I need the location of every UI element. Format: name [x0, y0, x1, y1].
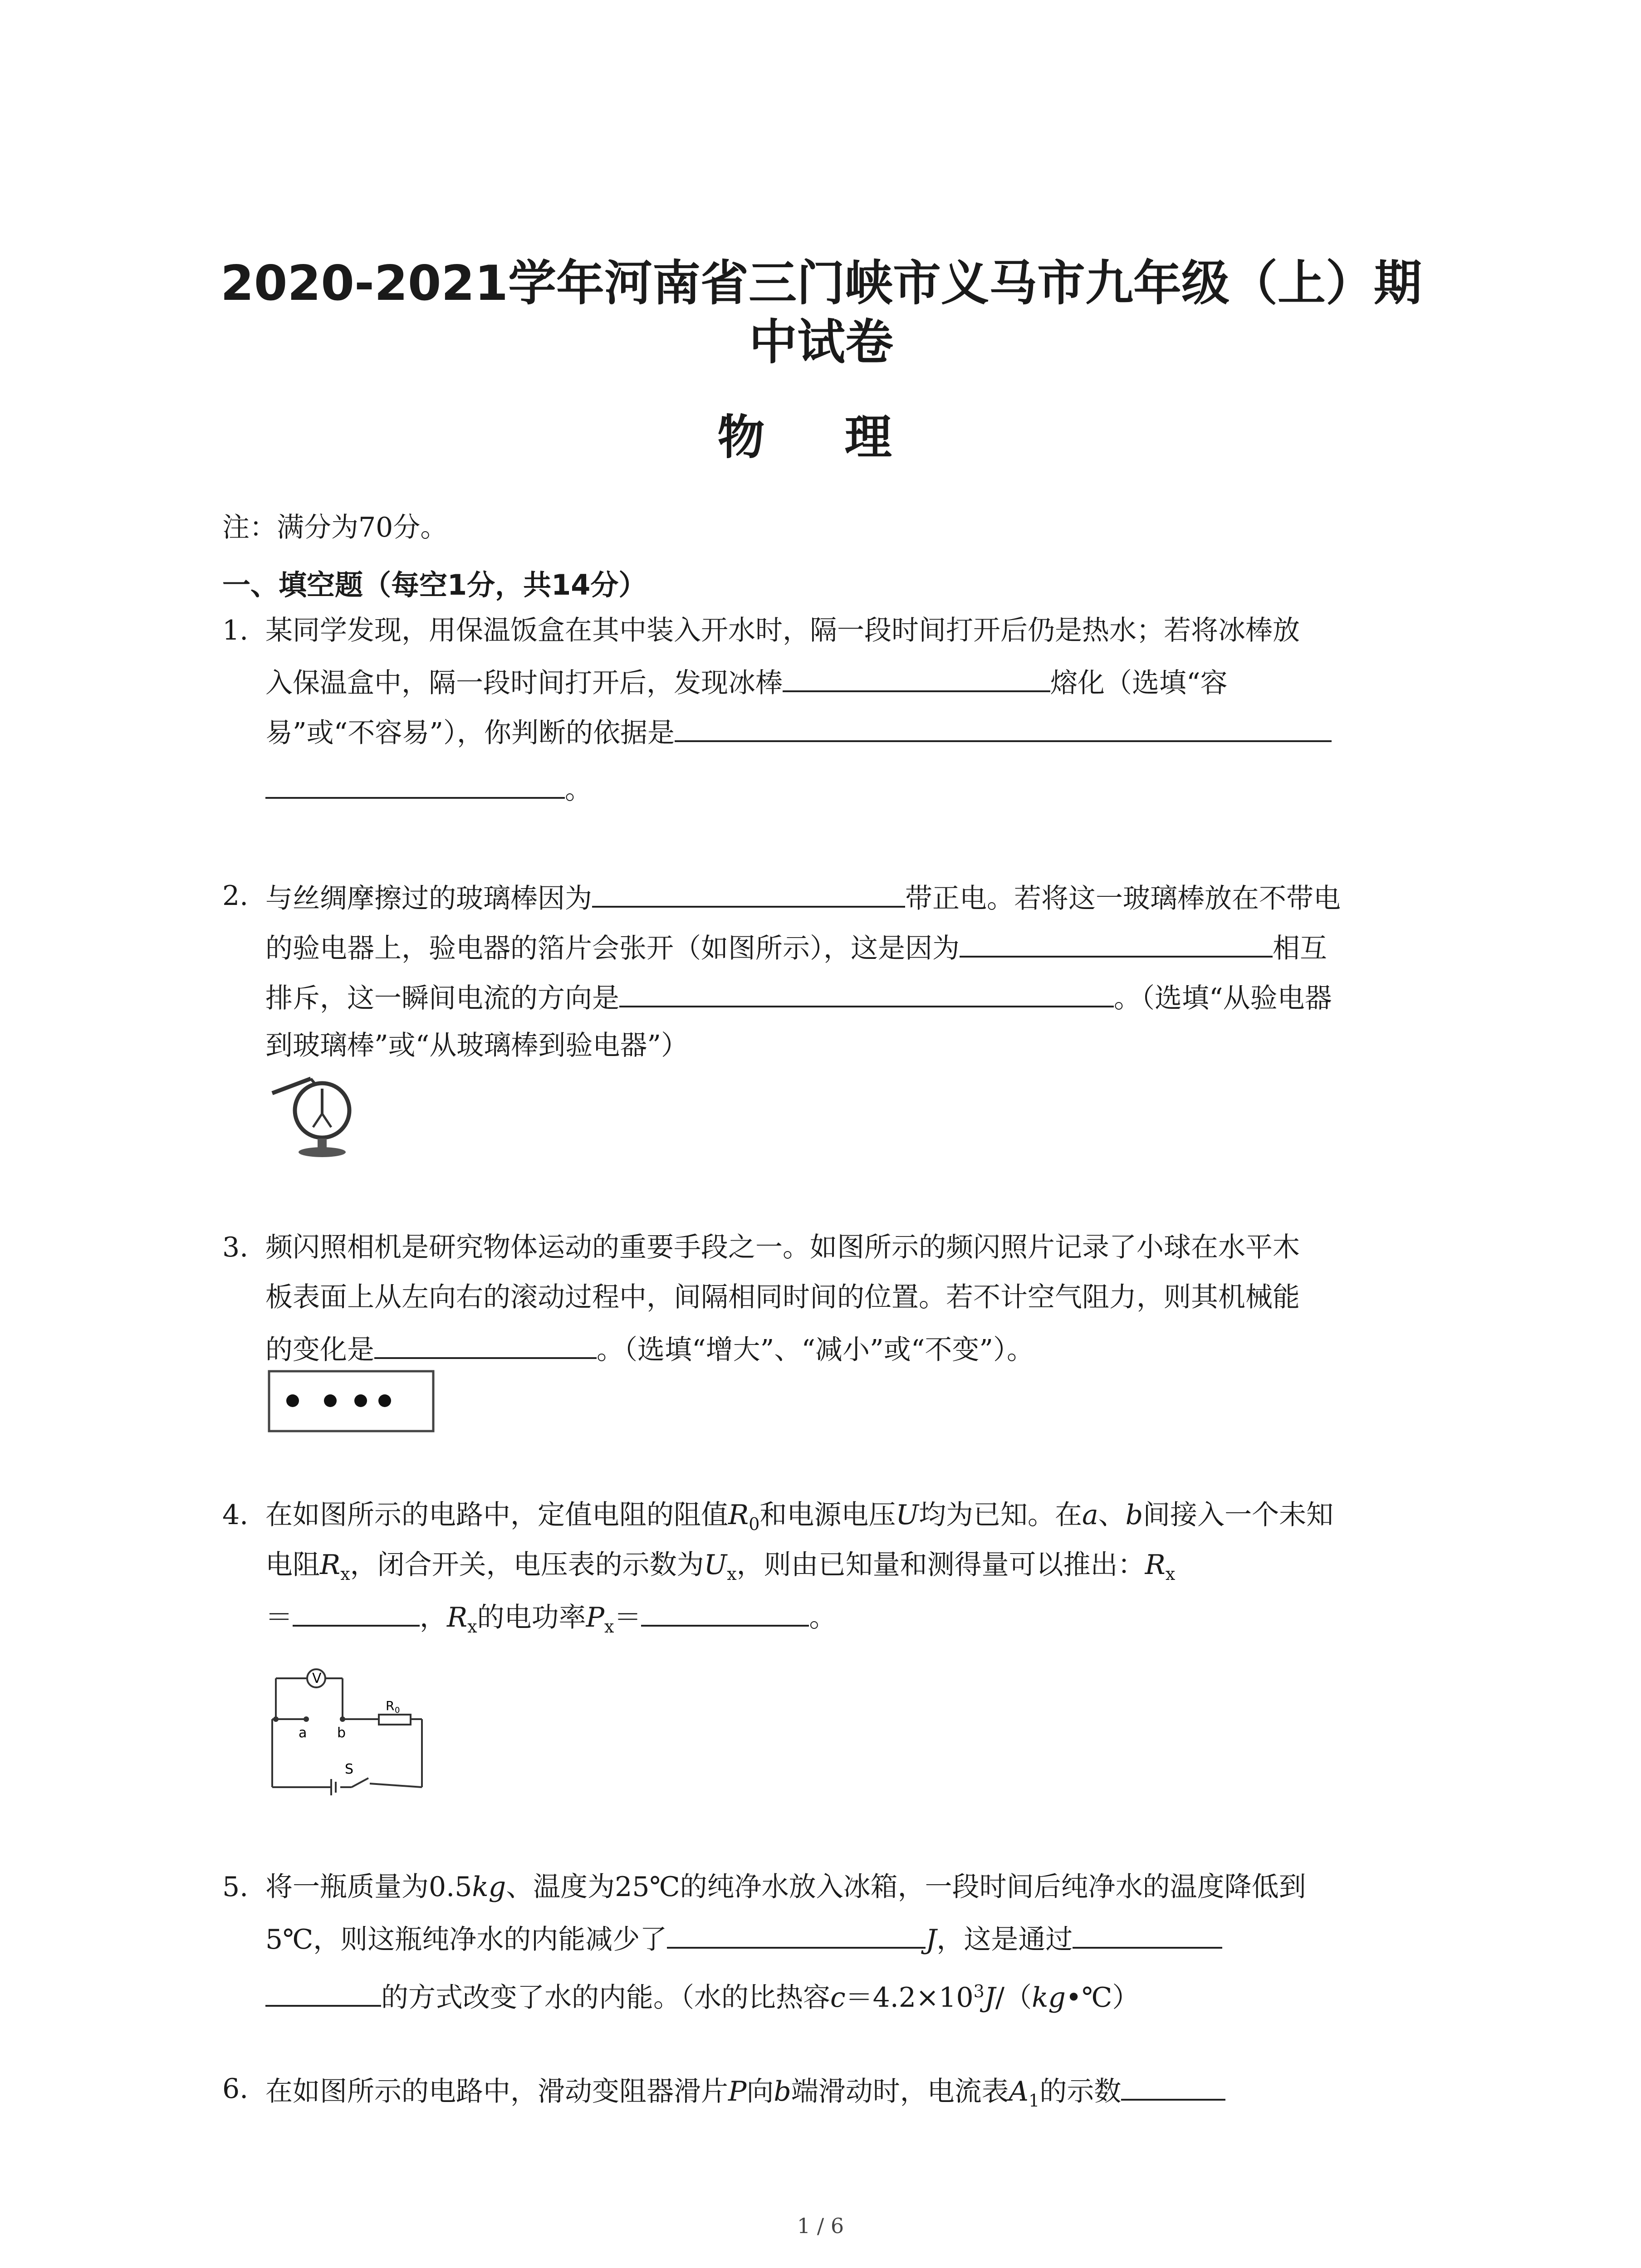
resistor-subscript: 0	[395, 1706, 400, 1715]
question-number: 1.	[222, 615, 249, 646]
symbol-r0: R	[728, 1499, 749, 1531]
exponent: 3	[973, 1981, 985, 2001]
question-text: 板表面上从左向右的滚动过程中，间隔相同时间的位置。若不计空气阻力，则其机械能	[265, 1281, 1300, 1313]
question-text: 排斥，这一瞬间电流的方向是	[265, 982, 619, 1014]
question-text: 在如图所示的电路中，滑动变阻器滑片	[265, 2076, 728, 2107]
question-text: ，	[420, 1602, 447, 1633]
symbol-u: U	[896, 1499, 919, 1531]
question-text: 。（选填“增大”、“减小”或“不变”）。	[597, 1334, 1034, 1366]
mass-value: 0.5	[429, 1871, 472, 1903]
exam-title-line2: 中试卷	[749, 314, 893, 370]
question-text: 。	[809, 1602, 837, 1633]
question-line	[265, 1973, 1139, 2016]
score-note: 注：满分为70分。	[222, 512, 448, 543]
unit-j: J	[984, 1982, 995, 2014]
question-text: 。	[565, 774, 592, 806]
question-text: 、温度为25℃的纯净水放入冰箱，一段时间后纯净水的温度降低到	[506, 1871, 1306, 1903]
question-text: /（	[995, 1982, 1032, 2014]
question-text: 频闪照相机是研究物体运动的重要手段之一。如图所示的频闪照片记录了小球在水平木	[265, 1232, 1300, 1263]
question-line	[265, 1547, 1175, 1592]
question-text: ＝	[614, 1602, 642, 1633]
answer-blank[interactable]	[641, 1597, 809, 1627]
electroscope-figure	[268, 1070, 367, 1161]
symbol-a1: A	[1009, 2076, 1029, 2107]
answer-blank[interactable]	[675, 712, 1332, 742]
question-text: 。（选填“从验电器	[1114, 982, 1332, 1014]
question-line	[265, 1919, 1222, 1958]
question-text: 的变化是	[265, 1334, 374, 1366]
answer-blank[interactable]	[265, 1977, 381, 2007]
question-line	[265, 1597, 836, 1645]
answer-blank[interactable]	[1073, 1919, 1222, 1949]
page-number: 1 / 6	[797, 2214, 844, 2238]
question-text: ＝4.2×10	[845, 1982, 974, 2014]
question-line	[265, 928, 1327, 967]
question-text: 某同学发现，用保温饭盒在其中装入开水时，隔一段时间打开后仍是热水；若将冰棒放	[265, 615, 1300, 646]
strobe-photo-figure	[268, 1370, 436, 1433]
answer-blank[interactable]	[374, 1329, 597, 1359]
question-number: 3.	[222, 1232, 249, 1263]
question-text: 与丝绸摩擦过的玻璃棒因为	[265, 883, 592, 914]
question-text: 易”或“不容易”），你判断的依据是	[265, 717, 675, 749]
unit-kg: kg	[472, 1871, 506, 1903]
question-text: ，这是通过	[936, 1924, 1073, 1955]
question-line	[265, 878, 1341, 917]
symbol-a: a	[1082, 1499, 1098, 1531]
resistor-label: R	[386, 1698, 395, 1713]
question-line	[265, 712, 1332, 751]
question-text: 的示数	[1039, 2076, 1122, 2107]
question-line	[265, 769, 592, 808]
question-number: 5.	[222, 1871, 249, 1903]
question-line	[265, 2071, 1225, 2119]
symbol-b: b	[774, 2076, 791, 2107]
subject-heading: 物 理	[717, 410, 924, 465]
symbol-rx: R	[1145, 1549, 1166, 1581]
question-text: 带正电。若将这一玻璃棒放在不带电	[905, 883, 1341, 914]
voltmeter-label: V	[312, 1671, 322, 1686]
answer-blank[interactable]	[667, 1919, 926, 1949]
unit-kg: kg	[1032, 1982, 1066, 2014]
symbol-p: P	[728, 2076, 747, 2107]
question-line	[265, 1497, 1333, 1542]
question-text: ，则由已知量和测得量可以推出：	[736, 1549, 1145, 1581]
subscript: x	[1165, 1564, 1176, 1584]
terminal-a-label: a	[299, 1725, 307, 1741]
question-text: 端滑动时，电流表	[791, 2076, 1009, 2107]
question-text: 、	[1098, 1499, 1126, 1531]
question-line	[265, 1329, 1034, 1368]
subscript: x	[340, 1564, 350, 1584]
symbol-px: P	[586, 1602, 604, 1633]
question-text: 向	[746, 2076, 774, 2107]
subscript: x	[467, 1617, 477, 1637]
question-number: 4.	[222, 1499, 249, 1531]
answer-blank[interactable]	[960, 928, 1273, 958]
question-text: 和电源电压	[759, 1499, 896, 1531]
question-line	[265, 662, 1228, 701]
question-text: 在如图所示的电路中，定值电阻的阻值	[265, 1499, 728, 1531]
question-text: 的电功率	[477, 1602, 586, 1633]
question-text: ，闭合开关，电压表的示数为	[350, 1549, 704, 1581]
unit-j: J	[926, 1924, 937, 1955]
question-text: 均为已知。在	[918, 1499, 1082, 1531]
question-text: 入保温盒中，隔一段时间打开后，发现冰棒	[265, 667, 783, 699]
terminal-b-label: b	[337, 1725, 346, 1741]
answer-blank[interactable]	[592, 878, 905, 908]
subscript: 1	[1029, 2091, 1040, 2111]
question-number: 2.	[222, 880, 249, 912]
question-text: 到玻璃棒”或“从玻璃棒到验电器”）	[265, 1030, 689, 1061]
question-text: 相互	[1273, 933, 1327, 964]
symbol-b: b	[1125, 1499, 1143, 1531]
subscript: x	[604, 1617, 614, 1637]
answer-blank[interactable]	[265, 769, 565, 799]
subscript: x	[727, 1564, 737, 1584]
question-text: 间接入一个未知	[1143, 1499, 1334, 1531]
question-text: •℃）	[1065, 1982, 1140, 2014]
exam-title-line1: 2020-2021学年河南省三门峡市义马市九年级（上）期	[220, 255, 1422, 311]
answer-blank[interactable]	[1121, 2071, 1225, 2101]
question-text: 5℃，则这瓶纯净水的内能减少了	[265, 1924, 667, 1955]
question-line	[265, 1869, 1306, 1905]
answer-blank[interactable]	[783, 662, 1050, 692]
answer-blank[interactable]	[293, 1597, 420, 1627]
question-text: 的验电器上，验电器的箔片会张开（如图所示），这是因为	[265, 933, 960, 964]
circuit-figure-voltmeter	[263, 1665, 436, 1801]
subscript: 0	[749, 1514, 760, 1534]
section-heading: 一、填空题（每空1分，共14分）	[222, 568, 647, 601]
question-text: ＝	[265, 1602, 293, 1633]
symbol-rx: R	[320, 1549, 341, 1581]
answer-blank[interactable]	[619, 978, 1114, 1007]
question-text: 将一瓶质量为	[265, 1871, 429, 1903]
question-number: 6.	[222, 2073, 249, 2105]
question-text: 熔化（选填“容	[1050, 667, 1228, 699]
symbol-c: c	[830, 1982, 846, 2014]
symbol-ux: U	[704, 1549, 727, 1581]
question-text: 的方式改变了水的内能。（水的比热容	[381, 1982, 830, 2014]
switch-label: S	[345, 1761, 354, 1777]
symbol-rx: R	[447, 1602, 468, 1633]
question-line	[265, 978, 1332, 1017]
question-text: 电阻	[265, 1549, 320, 1581]
